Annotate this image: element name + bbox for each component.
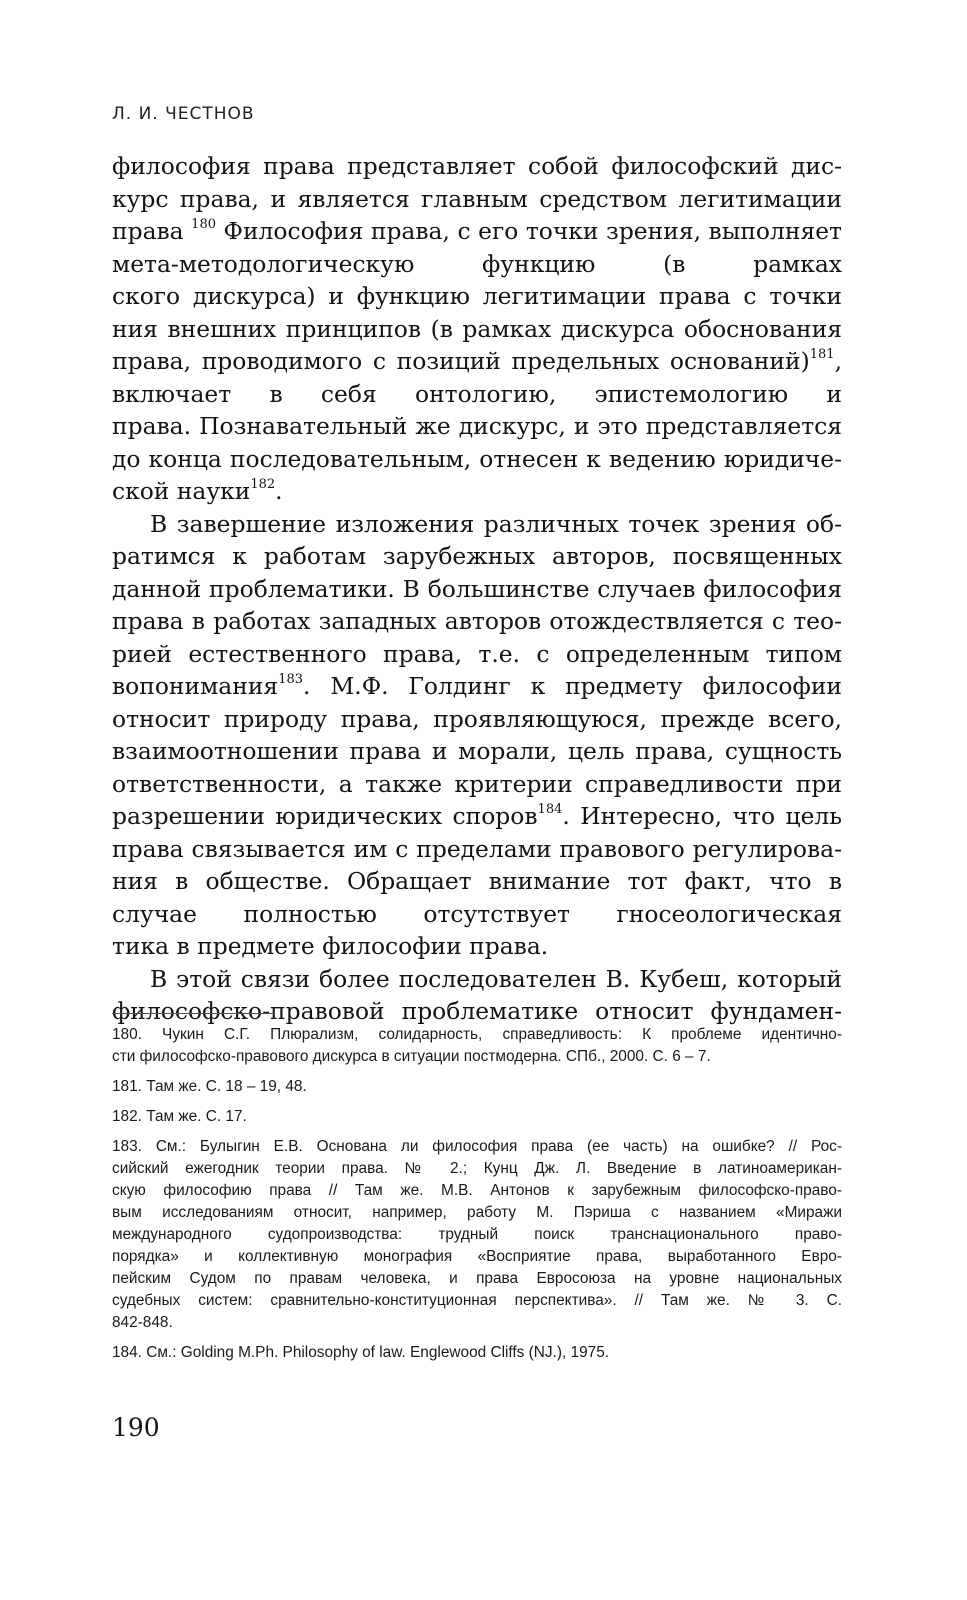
text-line xyxy=(112,345,842,378)
footnote xyxy=(112,1076,842,1098)
text-segment: случае полностью отсутствует гносеологическая xyxy=(112,899,842,928)
text-segment: вопонимания xyxy=(112,672,279,700)
footnote-line: сийский ежегодник теории права. № 2.; Кунц Дж. Л. Введение в латиноамерикан- xyxy=(112,1160,842,1177)
footnotes xyxy=(112,1024,842,1372)
text-line xyxy=(112,800,842,833)
text-segment: ния в обществе. Обращает внимание тот факт, что в xyxy=(112,867,842,895)
text-segment: права, проводимого с позиций предельных оснований) xyxy=(112,347,810,375)
text-segment: ответственности, а также критерии справедливости при xyxy=(112,769,842,798)
footnote-line: 842-848. xyxy=(112,1314,173,1331)
text-segment: ния внешних принципов (в рамках дискурса обоснования xyxy=(112,314,842,343)
text-segment: тика в предмете философии права. xyxy=(112,932,549,960)
text-line xyxy=(112,508,842,541)
text-line xyxy=(112,443,842,476)
text-line xyxy=(112,475,842,508)
text-segment: права. Познавательный же дискурс, и это представляется xyxy=(112,412,842,440)
text-line xyxy=(112,930,842,963)
footnote-line: сти философско-правового дискурса в ситуации постмодерна. СПб., 2000. С. 6 – 7. xyxy=(112,1048,711,1065)
text-segment: . Интересно, что цель xyxy=(562,802,842,830)
text-line xyxy=(112,703,842,736)
text-line xyxy=(112,150,842,183)
footnote-ref[interactable]: 182 xyxy=(250,477,276,493)
footnote-line: 181. Там же. С. 18 – 19, 48. xyxy=(112,1078,307,1095)
text-segment: мета-методологическую функцию (в рамках xyxy=(112,249,842,278)
text-segment: философия права представляет собой философский дис- xyxy=(112,152,842,180)
text-line xyxy=(112,280,842,313)
text-line xyxy=(112,605,842,638)
main-text xyxy=(112,150,842,1028)
footnote-line: пейским Судом по правам человека, и права Евросоюза на уровне национальных xyxy=(112,1270,842,1287)
text-segment: права xyxy=(112,217,192,245)
footnote xyxy=(112,1342,842,1364)
text-segment: ской науки xyxy=(112,477,251,505)
text-line xyxy=(112,638,842,671)
text-segment: философско-правовой проблематике относит фундамен- xyxy=(112,997,842,1025)
text-segment: курс права, и является главным средством легитимации xyxy=(112,184,842,213)
text-segment: разрешении юридических споров xyxy=(112,802,538,830)
footnote-line: скую философию права // Там же. М.В. Антонов к зарубежным философско-право- xyxy=(112,1182,842,1199)
footnote-ref[interactable]: 183 xyxy=(278,672,304,688)
text-segment: В этой связи более последователен В. Кубеш, который xyxy=(150,964,842,993)
footnote xyxy=(112,1106,842,1128)
text-line xyxy=(112,573,842,606)
footnote-line: 180. Чукин С.Г. Плюрализм, солидарность, справедливость: К проблеме идентично- xyxy=(112,1026,842,1043)
page-number: 190 xyxy=(112,1413,160,1442)
footnote-ref[interactable]: 184 xyxy=(537,802,563,818)
text-segment: Философия права, с его точки зрения, выполняет xyxy=(216,217,842,245)
footnote-line: 184. См.: Golding M.Ph. Philosophy of law. Englewood Cliffs (NJ.), 1975. xyxy=(112,1344,610,1361)
text-segment: до конца последовательным, отнесен к ведению юридиче- xyxy=(112,444,842,473)
text-line xyxy=(112,378,842,411)
text-line xyxy=(112,898,842,931)
text-line xyxy=(112,248,842,281)
footnote-line: международного судопроизводства: трудный поиск транснационального право- xyxy=(112,1226,842,1243)
text-segment: . М.Ф. Голдинг к предмету философии xyxy=(303,672,842,700)
text-segment: данной проблематики. В большинстве случаев философия xyxy=(112,574,842,603)
text-line xyxy=(112,833,842,866)
text-line xyxy=(112,865,842,898)
text-line xyxy=(112,215,842,248)
text-line xyxy=(112,995,842,1028)
footnote-line: судебных систем: сравнительно-конституционная перспектива». // Там же. № 3. С. xyxy=(112,1292,842,1309)
text-line xyxy=(112,183,842,216)
text-line xyxy=(112,540,842,573)
footnote xyxy=(112,1024,842,1068)
text-segment: ского дискурса) и функцию легитимации права с точки xyxy=(112,282,842,310)
footnote-line: 183. См.: Булыгин Е.В. Основана ли философия права (ее часть) на ошибке? // Рос- xyxy=(112,1138,842,1155)
text-line xyxy=(112,963,842,996)
text-segment: ратимся к работам зарубежных авторов, посвященных xyxy=(112,542,842,570)
footnote-ref[interactable]: 180 xyxy=(191,217,216,233)
text-line xyxy=(112,410,842,443)
text-line xyxy=(112,735,842,768)
footnote-line: 182. Там же. С. 17. xyxy=(112,1108,247,1125)
text-segment: включает в себя онтологию, эпистемологию и xyxy=(112,379,842,408)
text-segment: рией естественного права, т.е. с определенным типом xyxy=(112,639,842,668)
text-line xyxy=(112,768,842,801)
text-segment: относит природу права, проявляющуюся, прежде всего, xyxy=(112,704,842,733)
text-line xyxy=(112,313,842,346)
footnote-separator xyxy=(112,1013,275,1014)
text-segment: взаимоотношении права и морали, цель права, сущность xyxy=(112,737,842,765)
text-segment: права в работах западных авторов отождествляется с тео- xyxy=(112,607,842,635)
running-head: Л. И. ЧЕСТНОВ xyxy=(112,104,255,124)
text-segment: права связывается им с пределами правового регулирова- xyxy=(112,834,842,863)
text-segment: . xyxy=(275,477,283,505)
text-segment: , xyxy=(834,347,842,375)
footnote-ref[interactable]: 181 xyxy=(809,347,835,363)
footnote xyxy=(112,1136,842,1334)
footnote-line: вым исследованиям относит, например, работу М. Пэриша с названием «Миражи xyxy=(112,1204,842,1221)
text-line xyxy=(112,670,842,703)
text-segment: В завершение изложения различных точек зрения об- xyxy=(150,509,842,538)
footnote-line: порядка» и коллективную монография «Восприятие права, выработанного Евро- xyxy=(112,1248,842,1265)
